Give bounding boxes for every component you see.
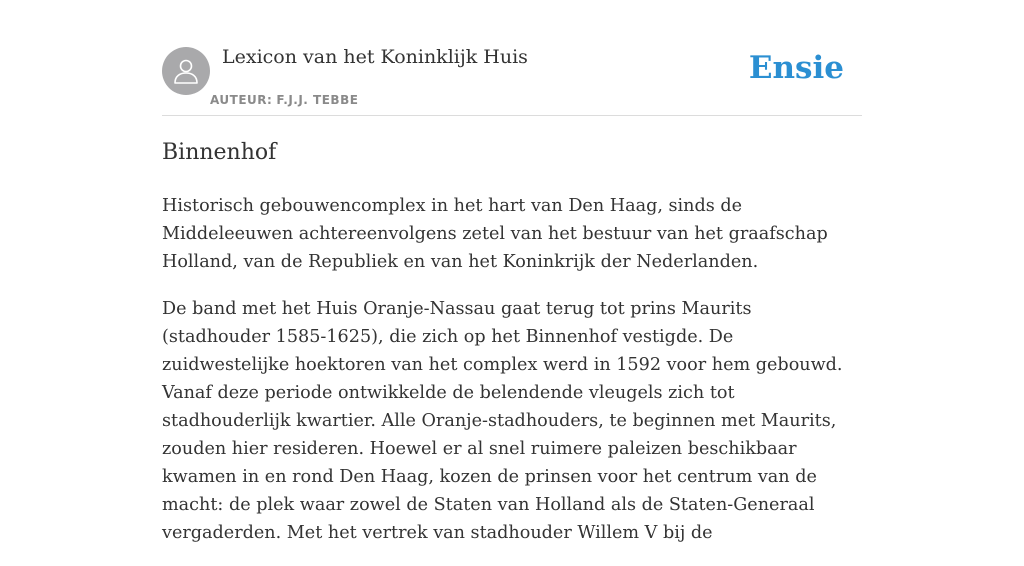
author-name[interactable]: F.J.J. TEBBE — [276, 93, 359, 107]
person-outline-icon — [171, 56, 201, 86]
article-body — [162, 192, 862, 566]
body-paragraph: De band met het Huis Oranje-Nassau gaat terug tot prins Maurits (stadhouder 1585-1625), die zich op het Binnenhof vestigde. De zuidwestelijke hoektoren van het complex werd in 1592 voor hem gebouwd. Vanaf deze periode ontwikkelde de belendende vleugels zich tot stadhouderlijk kwartier. Alle Oranje-stadhouders, te beginnen met Maurits, zouden hier resideren. Hoewel er al snel ruimere paleizen beschikbaar kwamen in en rond Den Haag, kozen de prinsen voor het centrum van de macht: de plek waar zowel de Staten van Holland als de Staten-Generaal vergaderden. Met het vertrek van stadhouder Willem V bij de — [162, 299, 843, 543]
article-title: Binnenhof — [162, 140, 277, 165]
user-avatar-icon — [162, 47, 210, 95]
article-header — [162, 46, 862, 116]
ensie-logo[interactable]: Ensie — [748, 50, 844, 86]
author-line — [210, 93, 358, 107]
body-paragraph: Historisch gebouwencomplex in het hart van Den Haag, sinds de Middeleeuwen achtereenvolgens zetel van het bestuur van het graafschap Holland, van de Republiek en van het Koninkrijk der Nederlanden. — [162, 196, 828, 272]
author-label: AUTEUR: — [210, 93, 273, 107]
book-title[interactable]: Lexicon van het Koninklijk Huis — [222, 46, 528, 68]
